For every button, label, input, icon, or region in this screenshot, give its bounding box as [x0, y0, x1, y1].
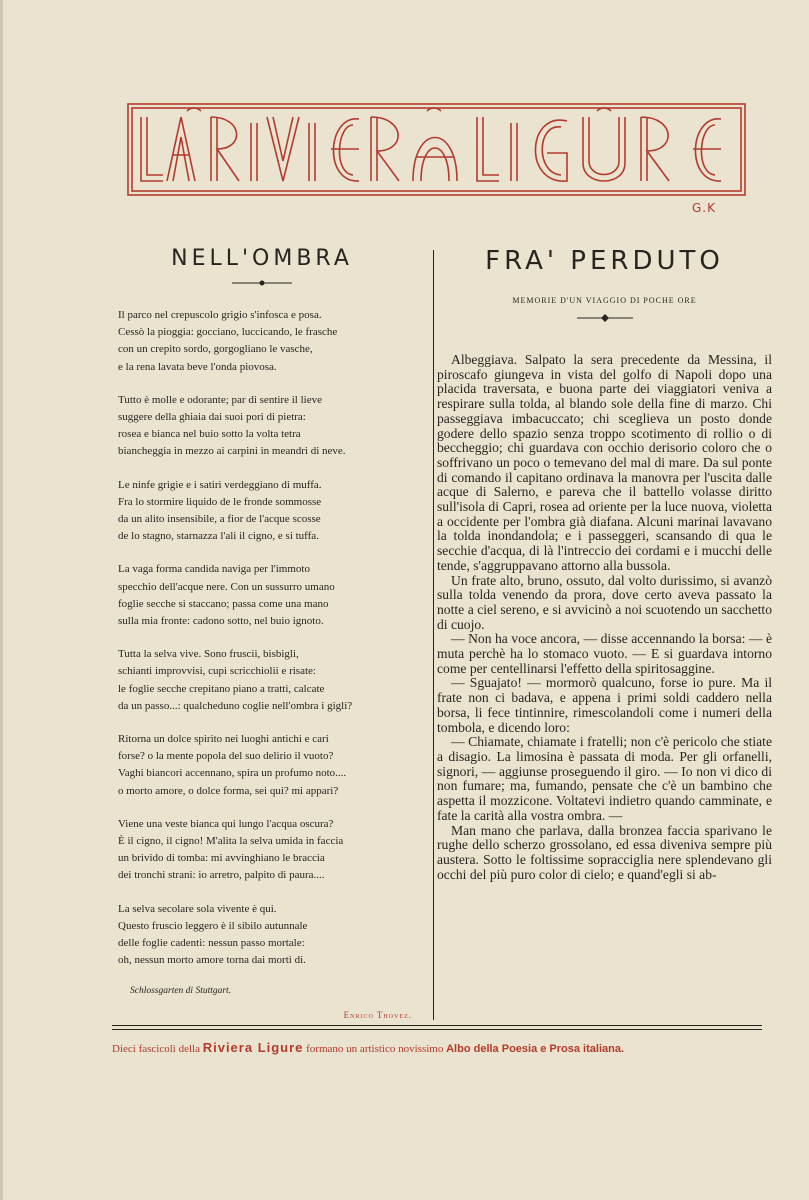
poem-line: Ritorna un dolce spirito nei luoghi antichi e cari [118, 733, 329, 746]
poem-line: Le ninfe grigie e i satiri verdeggiano di muffa. [118, 478, 322, 491]
poem-line: sulla mia fronte: cadono sotto, nel buio ignoto. [118, 615, 324, 628]
poem-stanza [118, 477, 412, 546]
footer-journal-name: Riviera Ligure [202, 1040, 304, 1055]
poem-line: un brivido di tomba: mi avvinghiano le braccia [118, 852, 325, 865]
poem-line: da un alito insensibile, a fior de l'acque scosse [118, 513, 321, 526]
story-body [437, 353, 772, 882]
footer-notice [112, 1040, 762, 1057]
poem-line: Cessò la pioggia: gocciano, luccicando, le frasche [118, 326, 338, 339]
story-paragraph: Albeggiava. Salpato la sera precedente da Messina, il piroscafo giungeva in vista del golfo di Napoli dopo una placida traversata, e buona parte dei viaggiatori veniva a respirare sulla tolda, al blando sole della fine di marzo. Chi passeggiava imbacuccato; chi sceglieva un posto donde godere dello spazio senza troppo scotimento di rollio o di beccheggio; chi guardava con occhio derisorio coloro che o soffrivano un poco o temevano del mal di mare. Da sul ponte di comando il capitano ordinava la manovra per l'uscita dalle acque di Salerno, e pareva che il battello volasse diritto sull'isola di Capri, rosea ad oriente per la luce nuova, violetta a occidente per l'ombra già diafana. Alcuni marinai lavavano la tolda inondandola; e i passeggeri, scansando di qua le secchie d'acqua, di là l'intreccio dei cordami e i mucchi delle tende, s'aggruppavano attorno alla bussola. [437, 352, 772, 573]
poem-stanza [118, 901, 412, 970]
story-title: FRA' PERDUTO [485, 246, 724, 276]
poem-line: o morto amore, o dolce forma, sei qui? mi appari? [118, 784, 339, 797]
poem-line: schianti improvvisi, cupi scricchiolii e risate: [118, 665, 316, 678]
poem-line: delle foglie cadenti: nessun passo mortale: [118, 937, 305, 950]
poem-line: È il cigno, il cigno! M'alita la selva umida in faccia [118, 835, 344, 848]
poem-line: suggere della ghiaia dai suoi pori di pietra: [118, 411, 306, 424]
poem-stanza [118, 392, 412, 461]
poem-line: Viene una veste bianca qui lungo l'acqua oscura? [118, 817, 334, 830]
poem-body [112, 307, 412, 970]
poem-line: Vaghi biancori accennano, spira un profumo noto.... [118, 767, 347, 780]
footer-rule [112, 1025, 762, 1026]
poem-line: oh, nessun morto amore torna dai morti di. [118, 954, 306, 967]
story-paragraph: Man mano che parlava, dalla bronzea faccia sparivano le rughe dello scherzo grossolano, ed essa diveniva sempre più austera. Sotto le foltissime sopracciglia nere splendevano gli occhi del più puro color di cielo; e quand'egli si ab- [437, 822, 772, 882]
poem-stanza [118, 816, 412, 885]
poem-author: Enrico Thovez. [343, 1009, 412, 1020]
story-paragraph: — Non ha voce ancora, — disse accennando la borsa: — è muta perchè ha lo stomaco vuoto. — E si guardava intorno come per centellinarsi l'effetto della spiritosaggine. [437, 631, 772, 676]
masthead-signature: G.K [692, 201, 716, 215]
poem-line: con un crepito sordo, gorgogliano le vasche, [118, 343, 313, 356]
poem-line: Fra lo stormire liquido de le fronde sommosse [118, 495, 322, 508]
poem-line: Tutto è molle e odorante; par di sentire il lieve [118, 393, 322, 406]
story-paragraph: — Sguajato! — mormorò qualcuno, forse io pure. Ma il frate non ci badava, e appena i primi soldi caddero nella borsa, li fece tintinnire, rimescolandoli come i numeri della tombola, e dicendo loro: [437, 675, 772, 735]
poem-line: La selva secolare sola vivente è qui. [118, 902, 277, 915]
story-paragraph: Un frate alto, bruno, ossuto, dal volto durissimo, si avanzò sulla tolda venendo da prora, dove certo aveva passato la notte a ciel sereno, e si avvicinò a noi scuotendo un sacchetto di cuojo. [437, 572, 772, 632]
ornament-divider [577, 313, 633, 323]
footer-rule [112, 1029, 762, 1030]
poem-line: Tutta la selva vive. Sono fruscii, bisbigli, [118, 648, 299, 661]
story-paragraph: — Chiamate, chiamate i fratelli; non c'è pericolo che stiate a disagio. La limosina è passata di moda. Per gli orfanelli, signori, — aggiunse proseguendo il giro. — Io non vi dico di non fumare; ma, fumando, pensate che c'è un bambino che aspetta il mozzicone. Voltatevi indietro quando camminate, e fate la carità alla vostra ombra. — [437, 734, 772, 823]
story-subtitle: MEMORIE D'UN VIAGGIO DI POCHE ORE [512, 296, 697, 305]
poem-line: le foglie secche crepitano piano a tratti, calcate [118, 682, 325, 695]
poem-place: Schlossgarten di Stuttgart. [130, 985, 232, 996]
poem-line: de lo stagno, starnazza l'ali il cigno, e si tuffa. [118, 530, 319, 543]
poem-title: NELL'OMBRA [171, 246, 353, 271]
footer-text: Dieci fascicoli della [112, 1043, 200, 1055]
poem-stanza [118, 731, 412, 800]
ornament-divider [232, 279, 292, 287]
poem-line: rosea e bianca nel buio sotto la volta tetra [118, 428, 301, 441]
poem-stanza [118, 646, 412, 715]
poem-line: da un passo...: qualcheduno coglie nell'ombra i gigli? [118, 699, 353, 712]
poem-line: Questo fruscio leggero è il sibilo autunnale [118, 919, 308, 932]
poem-line: e la rena lavata beve l'onda piovosa. [118, 360, 277, 373]
poem-line: foglie secche si staccano; passa come una mano [118, 597, 329, 610]
footer-text: formano un artistico novissimo [306, 1043, 444, 1055]
poem-line: dei tronchi strani: io arretro, palpito di paura.... [118, 869, 325, 882]
poem-line: forse? o la mente popola del suo delirio il vuoto? [118, 750, 334, 763]
poem-column [112, 242, 412, 1020]
masthead-logo [127, 103, 746, 196]
poem-stanza [118, 307, 412, 376]
footer-albo: Albo della Poesia e Prosa italiana. [446, 1043, 625, 1055]
page-edge [0, 0, 3, 1200]
poem-line: biancheggia in mezzo ai carpini in meandri di neve. [118, 445, 346, 458]
poem-stanza [118, 561, 412, 630]
story-column [437, 240, 772, 882]
column-divider [433, 250, 434, 1020]
poem-line: La vaga forma candida naviga per l'immoto [118, 563, 310, 576]
poem-line: specchio dell'acque nere. Con un sussurro umano [118, 580, 335, 593]
poem-line: Il parco nel crepuscolo grigio s'infosca e posa. [118, 309, 322, 321]
